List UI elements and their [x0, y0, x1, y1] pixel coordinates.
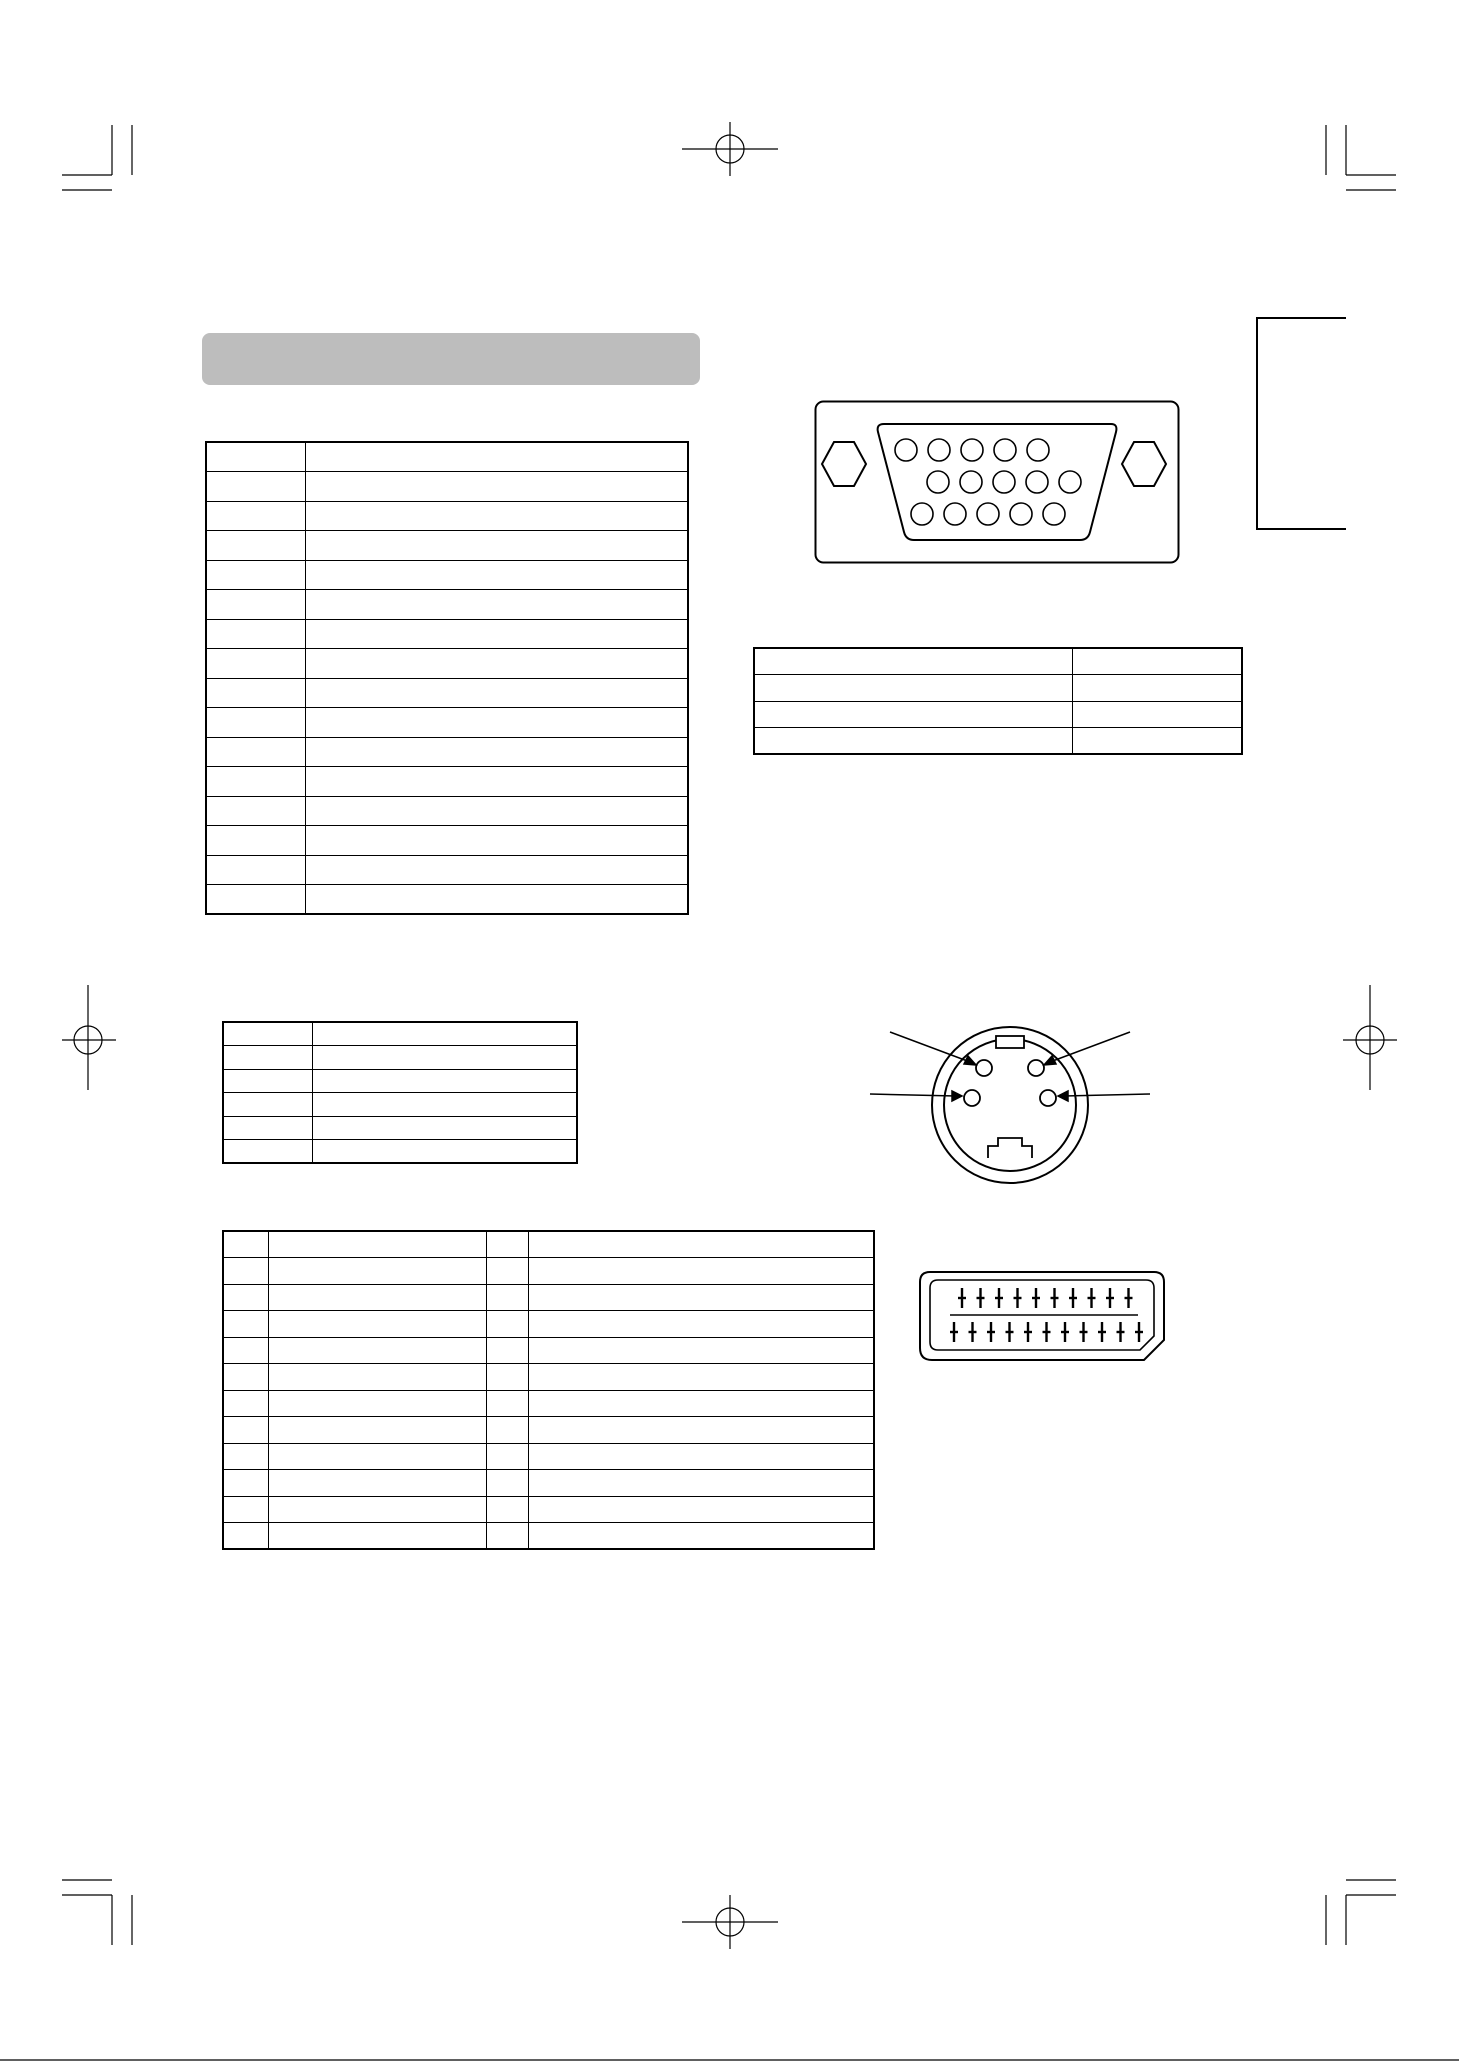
table-cell — [306, 590, 688, 620]
table-cell — [313, 1046, 577, 1070]
table-cell — [486, 1523, 528, 1550]
table-cell — [486, 1231, 528, 1258]
table-cell — [486, 1443, 528, 1470]
table-cell — [306, 442, 688, 472]
table-row — [754, 701, 1242, 728]
table-cell — [269, 1364, 486, 1391]
table-cell — [528, 1337, 874, 1364]
table-cell — [223, 1523, 269, 1550]
table-row — [223, 1069, 577, 1093]
table-cell — [528, 1496, 874, 1523]
table-row — [223, 1496, 874, 1523]
table-cell — [486, 1284, 528, 1311]
table-cell — [223, 1116, 313, 1140]
table-row — [223, 1390, 874, 1417]
table-cell — [754, 701, 1073, 728]
table-cell — [306, 649, 688, 679]
table-cell — [206, 619, 306, 649]
table-cell — [313, 1116, 577, 1140]
table-cell — [223, 1417, 269, 1444]
table-cell — [306, 796, 688, 826]
table-cell — [486, 1496, 528, 1523]
table-cell — [223, 1470, 269, 1497]
table-cell — [313, 1022, 577, 1046]
table-cell — [223, 1069, 313, 1093]
table-cell — [269, 1337, 486, 1364]
table-cell — [306, 855, 688, 885]
table-cell — [528, 1470, 874, 1497]
table-cell — [1073, 728, 1242, 755]
mini-din-4-pin-connector-icon — [860, 1020, 1160, 1190]
table-cell — [306, 560, 688, 590]
signal-spec-table — [753, 647, 1243, 755]
table-cell — [306, 619, 688, 649]
table-cell — [486, 1364, 528, 1391]
table-cell — [206, 737, 306, 767]
table-cell — [313, 1093, 577, 1117]
table-cell — [313, 1069, 577, 1093]
table-row — [206, 590, 688, 620]
table-cell — [269, 1496, 486, 1523]
table-row — [206, 708, 688, 738]
table-row — [223, 1311, 874, 1338]
table-cell — [223, 1364, 269, 1391]
table-cell — [754, 728, 1073, 755]
table-cell — [206, 472, 306, 502]
table-row — [206, 442, 688, 472]
table-row — [223, 1337, 874, 1364]
table-cell — [206, 531, 306, 561]
table-cell — [206, 855, 306, 885]
scart-21-pin-connector-icon — [918, 1270, 1166, 1362]
table-row — [223, 1093, 577, 1117]
table-cell — [223, 1496, 269, 1523]
table-row — [223, 1258, 874, 1285]
table-cell — [486, 1258, 528, 1285]
table-cell — [306, 708, 688, 738]
table-row — [206, 649, 688, 679]
table-row — [206, 678, 688, 708]
table-cell — [528, 1390, 874, 1417]
table-row — [223, 1022, 577, 1046]
table-cell — [223, 1258, 269, 1285]
table-row — [206, 619, 688, 649]
table-row — [206, 737, 688, 767]
table-cell — [313, 1140, 577, 1164]
svideo-pin-table — [222, 1021, 578, 1164]
table-row — [206, 472, 688, 502]
table-cell — [528, 1523, 874, 1550]
table-cell — [306, 501, 688, 531]
table-cell — [269, 1258, 486, 1285]
table-cell — [223, 1140, 313, 1164]
table-cell — [269, 1390, 486, 1417]
table-row — [206, 767, 688, 797]
language-side-tab — [1256, 317, 1346, 530]
table-cell — [306, 826, 688, 856]
table-cell — [528, 1231, 874, 1258]
table-row — [223, 1523, 874, 1550]
table-row — [223, 1417, 874, 1444]
table-cell — [206, 560, 306, 590]
table-cell — [269, 1523, 486, 1550]
table-row — [206, 885, 688, 915]
table-cell — [223, 1390, 269, 1417]
table-cell — [306, 531, 688, 561]
table-cell — [528, 1364, 874, 1391]
table-cell — [223, 1093, 313, 1117]
table-row — [223, 1364, 874, 1391]
table-row — [754, 675, 1242, 702]
table-cell — [223, 1284, 269, 1311]
table-cell — [206, 649, 306, 679]
table-cell — [206, 501, 306, 531]
table-row — [754, 648, 1242, 675]
table-cell — [528, 1311, 874, 1338]
table-cell — [223, 1311, 269, 1338]
section-header-bar — [202, 333, 700, 385]
table-row — [223, 1231, 874, 1258]
table-row — [206, 826, 688, 856]
table-cell — [306, 885, 688, 915]
table-cell — [269, 1231, 486, 1258]
table-row — [206, 501, 688, 531]
table-cell — [1073, 648, 1242, 675]
table-cell — [486, 1390, 528, 1417]
table-cell — [486, 1337, 528, 1364]
table-cell — [269, 1311, 486, 1338]
table-cell — [223, 1337, 269, 1364]
scart-pin-table — [222, 1230, 875, 1550]
table-cell — [754, 648, 1073, 675]
dsub-15-pin-connector-icon — [814, 400, 1180, 565]
table-row — [223, 1046, 577, 1070]
table-cell — [1073, 701, 1242, 728]
table-cell — [306, 767, 688, 797]
table-cell — [269, 1470, 486, 1497]
table-row — [206, 855, 688, 885]
table-cell — [206, 885, 306, 915]
table-cell — [223, 1443, 269, 1470]
table-row — [223, 1284, 874, 1311]
table-row — [223, 1470, 874, 1497]
table-cell — [306, 472, 688, 502]
table-row — [754, 728, 1242, 755]
table-row — [223, 1140, 577, 1164]
table-cell — [206, 767, 306, 797]
table-cell — [206, 708, 306, 738]
table-cell — [269, 1443, 486, 1470]
table-row — [223, 1443, 874, 1470]
table-cell — [223, 1022, 313, 1046]
table-cell — [269, 1284, 486, 1311]
table-cell — [528, 1258, 874, 1285]
table-cell — [206, 678, 306, 708]
table-row — [206, 531, 688, 561]
table-row — [223, 1116, 577, 1140]
table-cell — [528, 1443, 874, 1470]
table-cell — [486, 1470, 528, 1497]
table-cell — [206, 826, 306, 856]
table-cell — [306, 737, 688, 767]
table-cell — [528, 1417, 874, 1444]
table-cell — [269, 1417, 486, 1444]
table-cell — [754, 675, 1073, 702]
table-cell — [223, 1046, 313, 1070]
table-cell — [206, 590, 306, 620]
table-cell — [486, 1417, 528, 1444]
table-cell — [486, 1311, 528, 1338]
vga-pin-table — [205, 441, 689, 915]
table-cell — [206, 442, 306, 472]
table-cell — [206, 796, 306, 826]
table-cell — [223, 1231, 269, 1258]
table-cell — [306, 678, 688, 708]
table-cell — [1073, 675, 1242, 702]
table-row — [206, 560, 688, 590]
table-row — [206, 796, 688, 826]
table-cell — [528, 1284, 874, 1311]
